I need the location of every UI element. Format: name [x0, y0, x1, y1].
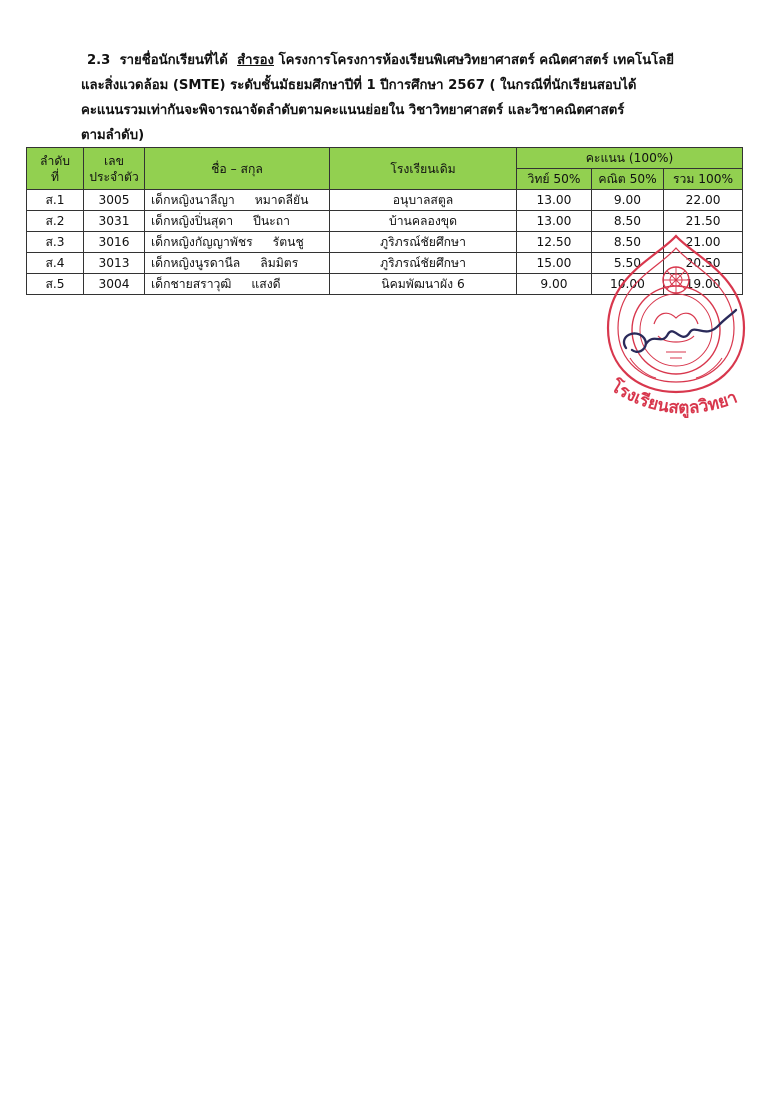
cell-student-id: 3031 — [84, 211, 145, 232]
cell-name — [145, 190, 330, 211]
cell-school: บ้านคลองขุด — [330, 211, 517, 232]
first-name: เด็กหญิงนูรดานีล — [151, 255, 241, 270]
header-rank: ลำดับ ที่ — [27, 148, 84, 190]
cell-school: ภูริภรณ์ชัยศึกษา — [330, 253, 517, 274]
cell-school: อนุบาลสตูล — [330, 190, 517, 211]
last-name: รัตนชู — [272, 234, 304, 249]
cell-math: 5.50 — [592, 253, 664, 274]
announcement-heading — [81, 48, 721, 148]
last-name: หมาดลียัน — [254, 192, 309, 207]
cell-rank: ส.3 — [27, 232, 84, 253]
cell-total: 19.00 — [664, 274, 743, 295]
cell-math: 9.00 — [592, 190, 664, 211]
cell-student-id: 3016 — [84, 232, 145, 253]
reserve-status-label: สำรอง — [237, 53, 274, 68]
cell-rank: ส.1 — [27, 190, 84, 211]
heading-line-4: ตามลำดับ) — [81, 128, 145, 143]
header-science: วิทย์ 50% — [517, 169, 592, 190]
first-name: เด็กหญิงนาลีญา — [151, 192, 235, 207]
cell-total: 21.00 — [664, 232, 743, 253]
cell-student-id: 3004 — [84, 274, 145, 295]
cell-math: 10.00 — [592, 274, 664, 295]
seal-school-name: โรงเรียนสตูลวิทยา — [607, 376, 741, 419]
heading-line-3: คะแนนรวมเท่ากันจะพิจารณาจัดลำดับตามคะแนนย่อยใน วิชาวิทยาศาสตร์ และวิชาคณิตศาสตร์ — [81, 103, 625, 118]
cell-total: 21.50 — [664, 211, 743, 232]
heading-line-1 — [81, 48, 721, 73]
heading-line-1-rest: โครงการโครงการห้องเรียนพิเศษวิทยาศาสตร์ คณิตศาสตร์ เทคโนโลยี — [278, 53, 675, 68]
cell-name — [145, 211, 330, 232]
cell-science: 15.00 — [517, 253, 592, 274]
cell-science: 12.50 — [517, 232, 592, 253]
header-total: รวม 100% — [664, 169, 743, 190]
header-name: ชื่อ – สกุล — [145, 148, 330, 190]
cell-science: 13.00 — [517, 190, 592, 211]
header-school: โรงเรียนเดิม — [330, 148, 517, 190]
cell-student-id: 3013 — [84, 253, 145, 274]
cell-name — [145, 232, 330, 253]
last-name: ลิมมิตร — [260, 255, 299, 270]
header-score-group: คะแนน (100%) — [517, 148, 743, 169]
last-name: ปีนะถา — [253, 213, 290, 228]
first-name: เด็กหญิงปิ่นสุดา — [151, 213, 234, 228]
cell-name — [145, 253, 330, 274]
cell-student-id: 3005 — [84, 190, 145, 211]
heading-lead: รายชื่อนักเรียนที่ได้ — [119, 53, 228, 68]
heading-line-2: และสิ่งแวดล้อม (SMTE) ระดับชั้นมัธยมศึกษาปีที่ 1 ปีการศึกษา 2567 ( ในกรณีที่นักเรียนสอบได้ — [81, 78, 637, 93]
cell-total: 22.00 — [664, 190, 743, 211]
header-math: คณิต 50% — [592, 169, 664, 190]
school-seal-stamp — [596, 228, 756, 428]
cell-school: นิคมพัฒนาผัง 6 — [330, 274, 517, 295]
header-student-id: เลข ประจำตัว — [84, 148, 145, 190]
cell-science: 13.00 — [517, 211, 592, 232]
cell-rank: ส.5 — [27, 274, 84, 295]
cell-total: 20.50 — [664, 253, 743, 274]
first-name: เด็กชายสราวุฒิ — [151, 276, 232, 291]
cell-school: ภูริภรณ์ชัยศึกษา — [330, 232, 517, 253]
cell-science: 9.00 — [517, 274, 592, 295]
cell-name — [145, 274, 330, 295]
table-row — [27, 190, 743, 211]
section-number: 2.3 — [87, 53, 111, 68]
cell-math: 8.50 — [592, 232, 664, 253]
cell-rank: ส.2 — [27, 211, 84, 232]
first-name: เด็กหญิงกัญญาพัชร — [151, 234, 253, 249]
cell-rank: ส.4 — [27, 253, 84, 274]
last-name: แสงดี — [251, 276, 281, 291]
cell-math: 8.50 — [592, 211, 664, 232]
